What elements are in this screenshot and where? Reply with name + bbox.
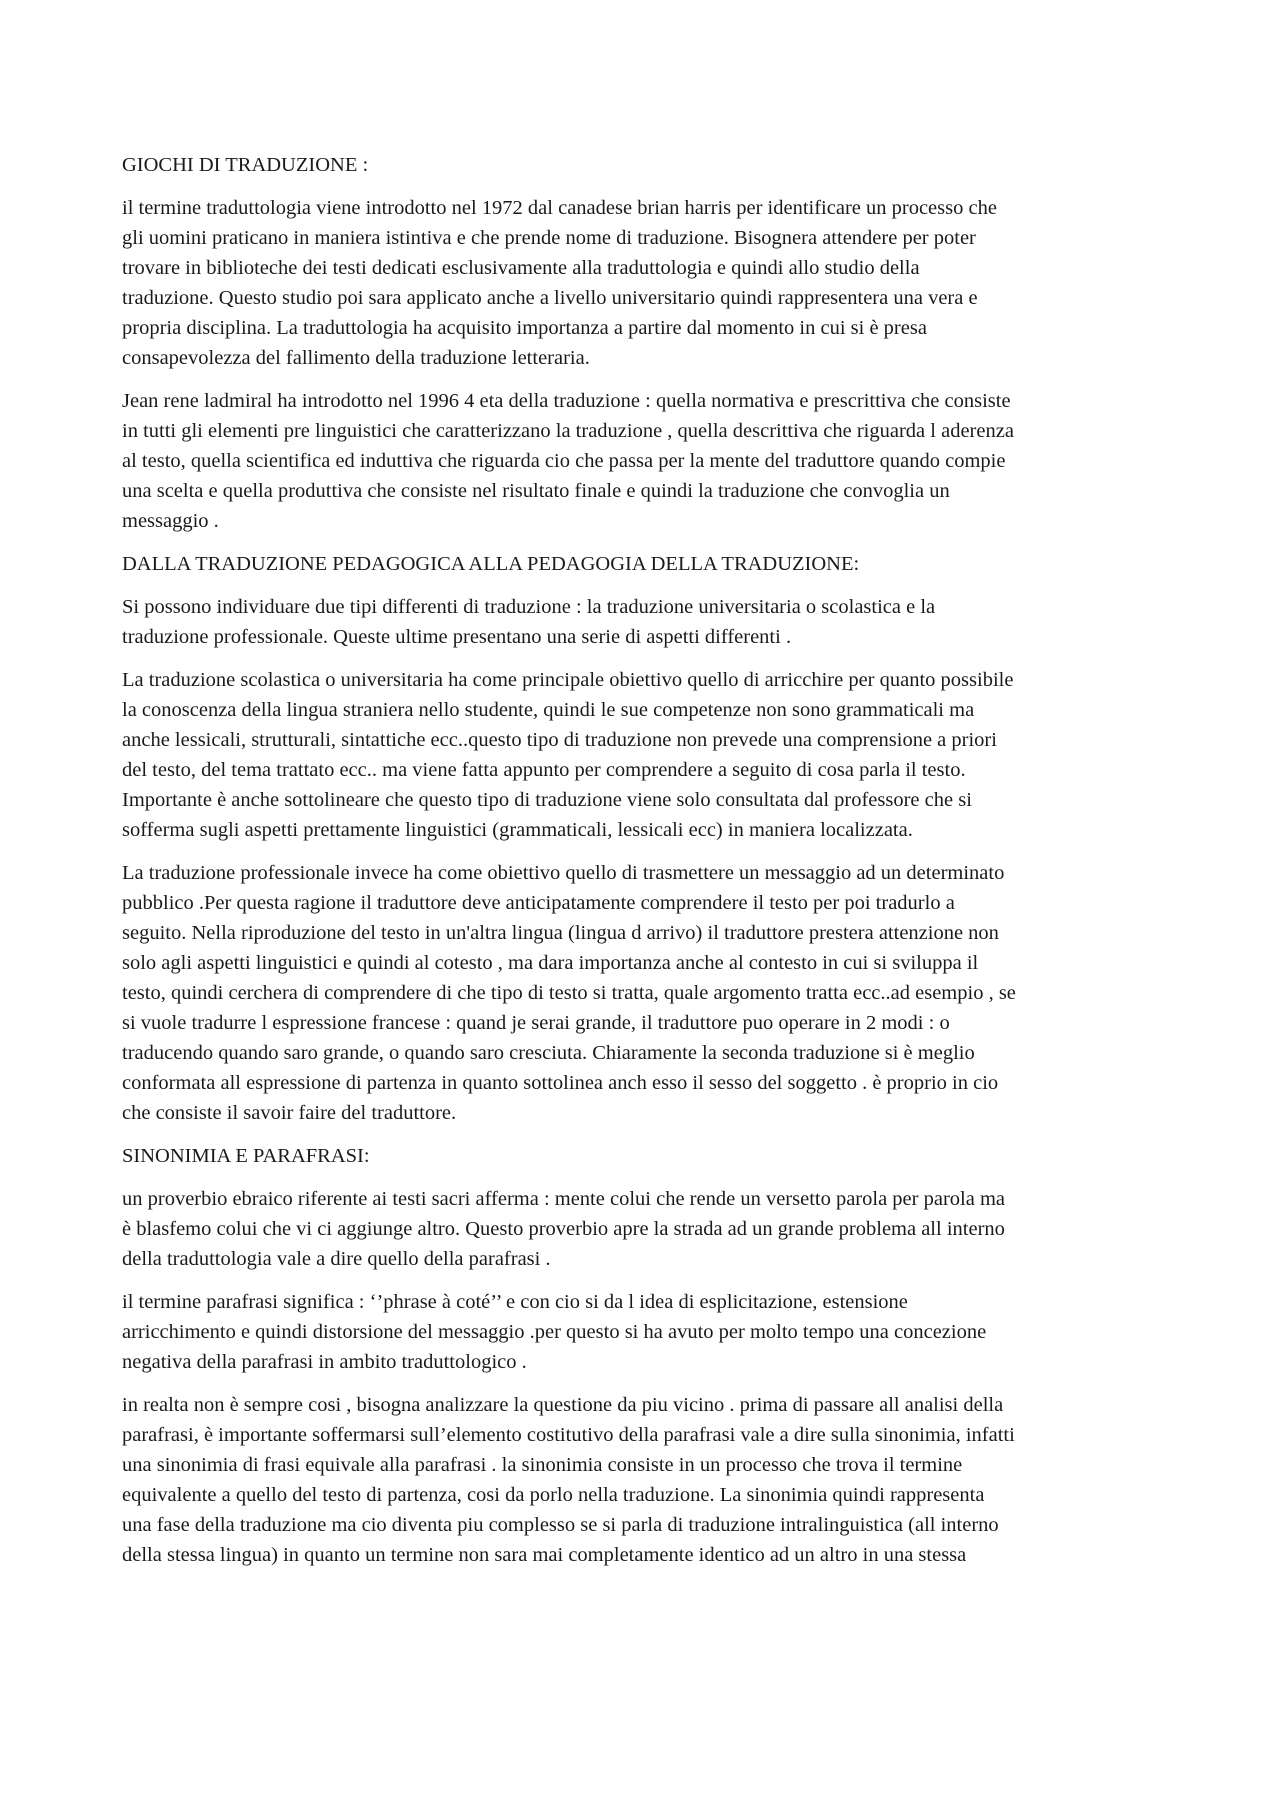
text-line: parafrasi, è importante soffermarsi sull’elemento costitutivo della parafrasi vale a dire sulla sinonimia, infatti [122,1424,1015,1446]
text-line: della traduttologia vale a dire quello della parafrasi . [122,1248,551,1270]
text-paragraph [122,1184,1172,1274]
text-line: si vuole tradurre l espressione francese : quand je serai grande, il traduttore puo operare in 2 modi : o [122,1012,950,1034]
text-line: traduzione. Questo studio poi sara applicato anche a livello universitario quindi rappresentera una vera e [122,287,978,309]
text-line: consapevolezza del fallimento della traduzione letteraria. [122,347,590,369]
text-line: traduzione professionale. Queste ultime presentano una serie di aspetti differenti . [122,626,792,648]
text-line: che consiste il savoir faire del traduttore. [122,1102,457,1124]
text-line: anche lessicali, strutturali, sintattiche ecc..questo tipo di traduzione non prevede una comprensione a priori [122,729,997,751]
text-line: Jean rene ladmiral ha introdotto nel 1996 4 eta della traduzione : quella normativa e prescrittiva che consiste [122,390,1011,412]
text-line: una sinonimia di frasi equivale alla parafrasi . la sinonimia consiste in un processo che trova il termine [122,1454,963,1476]
text-paragraph [122,592,1172,652]
text-line: una scelta e quella produttiva che consiste nel risultato finale e quindi la traduzione che convoglia un [122,480,950,502]
text-line: solo agli aspetti linguistici e quindi al cotesto , ma dara importanza anche al contesto in cui si sviluppa il [122,952,979,974]
text-line: GIOCHI DI TRADUZIONE : [122,154,369,176]
text-line: traducendo quando saro grande, o quando saro cresciuta. Chiaramente la seconda traduzione si è meglio [122,1042,975,1064]
text-line: propria disciplina. La traduttologia ha acquisito importanza a partire dal momento in cui si è presa [122,317,927,339]
text-line: in realta non è sempre cosi , bisogna analizzare la questione da piu vicino . prima di passare all analisi della [122,1394,1004,1416]
text-line: una fase della traduzione ma cio diventa piu complesso se si parla di traduzione intralinguistica (all interno [122,1514,999,1536]
text-paragraph [122,193,1172,373]
text-line: negativa della parafrasi in ambito traduttologico . [122,1351,527,1373]
text-line: della stessa lingua) in quanto un termine non sara mai completamente identico ad un altro in una stessa [122,1544,967,1566]
text-paragraph [122,1390,1172,1570]
text-line: pubblico .Per questa ragione il traduttore deve anticipatamente comprendere il testo per poi tradurlo a [122,892,955,914]
text-line: la conoscenza della lingua straniera nello studente, quindi le sue competenze non sono grammaticali ma [122,699,975,721]
text-line: gli uomini praticano in maniera istintiva e che prende nome di traduzione. Bisognera attendere per poter [122,227,976,249]
text-line: La traduzione scolastica o universitaria ha come principale obiettivo quello di arricchire per quanto possibile [122,669,1014,691]
text-line: Importante è anche sottolineare che questo tipo di traduzione viene solo consultata dal professore che si [122,789,972,811]
text-line: trovare in biblioteche dei testi dedicati esclusivamente alla traduttologia e quindi allo studio della [122,257,920,279]
text-line: La traduzione professionale invece ha come obiettivo quello di trasmettere un messaggio ad un determinato [122,862,1005,884]
text-line: sofferma sugli aspetti prettamente linguistici (grammaticali, lessicali ecc) in maniera localizzata. [122,819,913,841]
text-line: messaggio . [122,510,219,532]
section-heading [122,150,1172,180]
text-line: il termine parafrasi significa : ‘’phrase à coté’’ e con cio si da l idea di esplicitazione, estensione [122,1291,908,1313]
text-paragraph [122,386,1172,536]
document-body [122,150,1172,1583]
text-line: seguito. Nella riproduzione del testo in un'altra lingua (lingua d arrivo) il traduttore prestera attenzione non [122,922,999,944]
section-heading [122,1141,1172,1171]
text-line: arricchimento e quindi distorsione del messaggio .per questo si ha avuto per molto tempo una concezione [122,1321,987,1343]
text-paragraph [122,1287,1172,1377]
text-line: equivalente a quello del testo di partenza, cosi da porlo nella traduzione. La sinonimia quindi rappresenta [122,1484,985,1506]
text-line: il termine traduttologia viene introdotto nel 1972 dal canadese brian harris per identificare un processo che [122,197,997,219]
section-heading [122,549,1172,579]
text-line: al testo, quella scientifica ed induttiva che riguarda cio che passa per la mente del traduttore quando compie [122,450,1006,472]
text-line: del testo, del tema trattato ecc.. ma viene fatta appunto per comprendere a seguito di cosa parla il testo. [122,759,966,781]
text-line: DALLA TRADUZIONE PEDAGOGICA ALLA PEDAGOGIA DELLA TRADUZIONE: [122,553,860,575]
text-line: in tutti gli elementi pre linguistici che caratterizzano la traduzione , quella descrittiva che riguarda l aderenza [122,420,1014,442]
text-paragraph [122,858,1172,1128]
text-line: conformata all espressione di partenza in quanto sottolinea anch esso il sesso del soggetto . è proprio in cio [122,1072,999,1094]
text-paragraph [122,665,1172,845]
text-line: un proverbio ebraico riferente ai testi sacri afferma : mente colui che rende un versetto parola per parola ma [122,1188,1005,1210]
text-line: Si possono individuare due tipi differenti di traduzione : la traduzione universitaria o scolastica e la [122,596,936,618]
text-line: SINONIMIA E PARAFRASI: [122,1145,370,1167]
text-line: testo, quindi cerchera di comprendere di che tipo di testo si tratta, quale argomento tratta ecc..ad esempio , se [122,982,1016,1004]
text-line: è blasfemo colui che vi ci aggiunge altro. Questo proverbio apre la strada ad un grande problema all interno [122,1218,1005,1240]
